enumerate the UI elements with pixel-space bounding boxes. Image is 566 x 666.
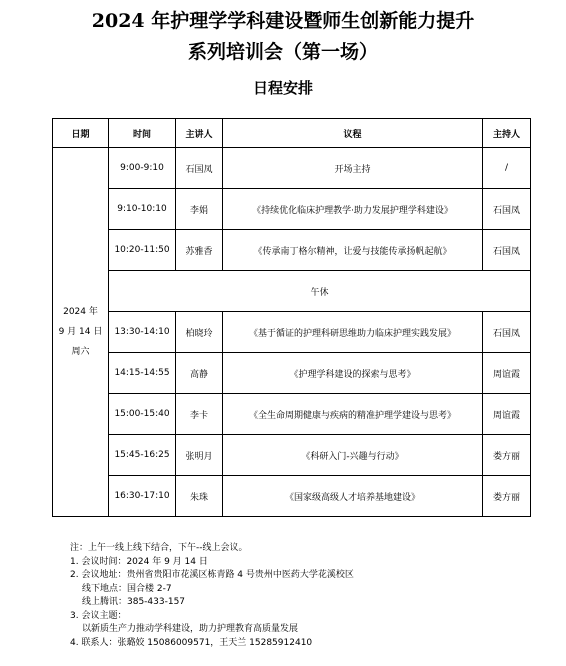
topic-cell: 《护理学科建设的探索与思考》 bbox=[223, 353, 483, 394]
topic-cell: 《持续优化临床护理教学·助力发展护理学科建设》 bbox=[223, 189, 483, 230]
speaker-cell: 李娟 bbox=[176, 189, 223, 230]
date-cell bbox=[53, 148, 109, 517]
time-cell: 9:00-9:10 bbox=[109, 148, 176, 189]
theme-label: 3. 会议主题： bbox=[70, 610, 127, 621]
lunch-break-cell: 午休 bbox=[109, 271, 531, 312]
offline-location: 线下地点：国合楼 2-7 bbox=[82, 583, 172, 594]
topic-cell: 《科研入门-兴趣与行动》 bbox=[223, 435, 483, 476]
time-cell: 9:10-10:10 bbox=[109, 189, 176, 230]
speaker-cell: 张明月 bbox=[176, 435, 223, 476]
meeting-time: 1. 会议时间：2024 年 9 月 14 日 bbox=[70, 556, 208, 567]
topic-cell: 《国家级高级人才培养基地建设》 bbox=[223, 476, 483, 517]
topic-cell: 《全生命周期健康与疾病的精准护理学建设与思考》 bbox=[223, 394, 483, 435]
host-cell: 石国凤 bbox=[483, 230, 531, 271]
speaker-cell: 高静 bbox=[176, 353, 223, 394]
time-cell: 13:30-14:10 bbox=[109, 312, 176, 353]
online-meeting-id: 线上腾讯：385-433-157 bbox=[82, 597, 186, 607]
table-row bbox=[53, 312, 531, 353]
time-cell: 16:30-17:10 bbox=[109, 476, 176, 517]
speaker-cell: 李卡 bbox=[176, 394, 223, 435]
host-cell: 周谊霞 bbox=[483, 353, 531, 394]
table-row bbox=[53, 476, 531, 517]
header-speaker: 主讲人 bbox=[176, 119, 223, 148]
host-cell: / bbox=[483, 148, 531, 189]
table-header-row bbox=[53, 119, 531, 148]
meeting-notes bbox=[70, 542, 560, 650]
time-cell: 10:20-11:50 bbox=[109, 230, 176, 271]
header-topic: 议程 bbox=[223, 119, 483, 148]
document-title-line2: 系列培训会（第一场） bbox=[187, 41, 378, 63]
table-row bbox=[53, 394, 531, 435]
document-title-line1: 2024 年护理学学科建设暨师生创新能力提升 bbox=[91, 10, 475, 32]
header-host: 主持人 bbox=[483, 119, 531, 148]
table-row bbox=[53, 230, 531, 271]
date-day: 9 月 14 日 bbox=[58, 327, 103, 337]
meeting-theme: 以新质生产力推动学科建设，助力护理教育高质量发展 bbox=[82, 624, 299, 634]
date-weekday: 周六 bbox=[71, 347, 90, 357]
host-cell: 娄方丽 bbox=[483, 435, 531, 476]
date-year: 2024 年 bbox=[63, 307, 98, 317]
speaker-cell: 石国凤 bbox=[176, 148, 223, 189]
host-cell: 石国凤 bbox=[483, 189, 531, 230]
table-row bbox=[53, 435, 531, 476]
table-row bbox=[53, 353, 531, 394]
table-row bbox=[53, 148, 531, 189]
schedule-table bbox=[52, 118, 531, 517]
header-time: 时间 bbox=[109, 119, 176, 148]
table-row-lunch bbox=[53, 271, 531, 312]
meeting-address: 2. 会议地址：贵州省贵阳市花溪区栋青路 4 号贵州中医药大学花溪校区 bbox=[70, 570, 354, 580]
schedule-subtitle: 日程安排 bbox=[252, 79, 313, 97]
header-date: 日期 bbox=[53, 119, 109, 148]
format-note: 注：上午一线上线下结合，下午--线上会议。 bbox=[70, 543, 248, 553]
host-cell: 娄方丽 bbox=[483, 476, 531, 517]
table-row bbox=[53, 189, 531, 230]
time-cell: 15:45-16:25 bbox=[109, 435, 176, 476]
time-cell: 14:15-14:55 bbox=[109, 353, 176, 394]
host-cell: 石国凤 bbox=[483, 312, 531, 353]
topic-cell: 《传承南丁格尔精神，让爱与技能传承扬帆起航》 bbox=[223, 230, 483, 271]
contact-info: 4. 联系人：张璐姣 15086009571，王天兰 15285912410 bbox=[70, 637, 313, 648]
time-cell: 15:00-15:40 bbox=[109, 394, 176, 435]
topic-cell: 开场主持 bbox=[223, 148, 483, 189]
speaker-cell: 柏晓玲 bbox=[176, 312, 223, 353]
host-cell: 周谊霞 bbox=[483, 394, 531, 435]
speaker-cell: 朱珠 bbox=[176, 476, 223, 517]
topic-cell: 《基于循证的护理科研思维助力临床护理实践发展》 bbox=[223, 312, 483, 353]
speaker-cell: 苏雅香 bbox=[176, 230, 223, 271]
